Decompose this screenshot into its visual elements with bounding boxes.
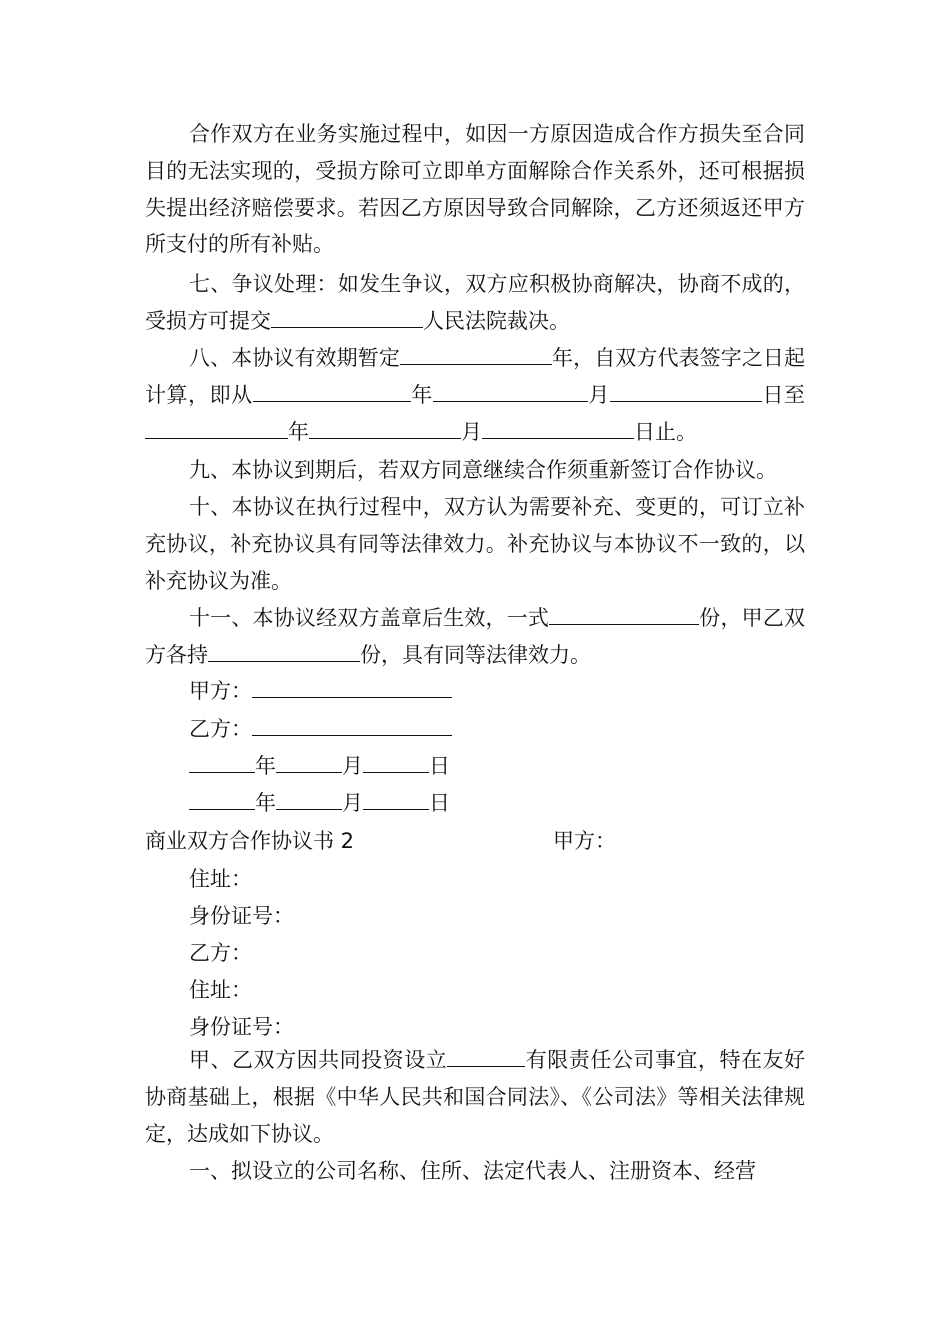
each-holds-blank <box>208 641 360 662</box>
section-title: 商业双方合作协议书 2 <box>145 829 355 853</box>
id-number-line-b: 身份证号： <box>189 1015 294 1039</box>
day-label: 日 <box>429 754 450 778</box>
start-year-blank <box>253 381 411 402</box>
signature-date-a <box>189 748 450 784</box>
date-day-blank <box>363 752 429 773</box>
date-day-blank <box>363 789 429 810</box>
day-label: 日 <box>429 791 450 815</box>
section-2-intro <box>145 1042 805 1152</box>
section-2-header <box>145 823 805 859</box>
clause-text: 人民法院裁决。 <box>423 308 570 333</box>
start-month-blank <box>433 381 588 402</box>
paragraph-compensation <box>145 116 805 263</box>
paragraph-text: 合作双方在业务实施过程中，如因一方原因造成合作方损失至合同目的无法实现的，受损方除可立即单方面解除合作关系外，还可根据损失提出经济赔偿要求。若因乙方原因导致合同解除，乙方还须返还甲方所支付的所有补贴。 <box>145 122 805 257</box>
clause-text: 月 <box>461 419 482 444</box>
clause-text: 十、本协议在执行过程中，双方认为需要补充、变更的，可订立补充协议，补充协议具有同等法律效力。补充协议与本协议不一致的，以补充协议为准。 <box>145 495 805 593</box>
party-a-blank <box>252 677 452 698</box>
clause-8-validity <box>145 340 805 450</box>
month-label: 月 <box>342 754 363 778</box>
address-line-a: 住址： <box>189 867 252 891</box>
clause-9-renewal <box>145 452 805 489</box>
clause-text: 八、本协议有效期暂定 <box>189 346 400 370</box>
month-label: 月 <box>342 791 363 815</box>
clause-text: 日止。 <box>634 419 697 444</box>
clause-text: 年 <box>288 419 309 444</box>
signature-party-b <box>189 711 452 747</box>
clause-text: 年，自双方代表签字之日起计算，即从 <box>145 346 806 407</box>
signature-party-a <box>189 673 452 709</box>
clause-7-dispute <box>145 266 805 340</box>
party-b-label: 乙方： <box>189 717 252 741</box>
clause-text: 年 <box>410 382 433 407</box>
court-blank <box>271 307 423 328</box>
clause-text: 份，甲乙双方各持 <box>145 606 806 667</box>
signature-date-b <box>189 785 450 821</box>
section-2-item-1 <box>145 1153 805 1190</box>
company-name-blank <box>447 1046 525 1067</box>
year-label: 年 <box>255 754 276 778</box>
date-year-blank <box>189 752 255 773</box>
address-line-b: 住址： <box>189 978 252 1002</box>
item-text: 一、拟设立的公司名称、住所、法定代表人、注册资本、经营 <box>189 1159 756 1183</box>
copies-blank <box>549 604 699 625</box>
clause-text: 日至 <box>761 382 806 407</box>
clause-11-effect <box>145 600 805 674</box>
clause-text: 九、本协议到期后，若双方同意继续合作须重新签订合作协议。 <box>189 458 777 482</box>
clause-text: 月 <box>587 382 610 407</box>
end-year-blank <box>145 418 288 439</box>
clause-10-supplement <box>145 489 805 599</box>
clause-text: 十一、本协议经双方盖章后生效，一式 <box>189 606 550 630</box>
start-day-blank <box>610 381 752 402</box>
clause-text: 份，具有同等法律效力。 <box>360 642 591 667</box>
party-a-label: 甲方： <box>189 679 252 703</box>
date-month-blank <box>276 789 342 810</box>
intro-text: 甲、乙双方因共同投资设立 <box>189 1048 448 1072</box>
intro-text: 有限责任公司事宜，特在友好协商基础上，根据《中华人民共和国合同法》、《公司法》等相关法律规定，达成如下协议。 <box>145 1048 806 1146</box>
id-number-line-a: 身份证号： <box>189 904 294 928</box>
date-month-blank <box>276 752 342 773</box>
start-day-blank-tail <box>752 381 762 402</box>
date-year-blank <box>189 789 255 810</box>
term-years-blank <box>400 344 552 365</box>
party-b-line: 乙方： <box>189 941 252 965</box>
year-label: 年 <box>255 791 276 815</box>
section-party-a-label: 甲方： <box>553 829 616 853</box>
end-day-blank <box>482 418 634 439</box>
clause-text: 七、争议处理：如发生争议，双方应积极协商解决，协商不成的，受损方可提交 <box>145 272 805 333</box>
party-b-blank <box>252 715 452 736</box>
end-month-blank <box>309 418 461 439</box>
